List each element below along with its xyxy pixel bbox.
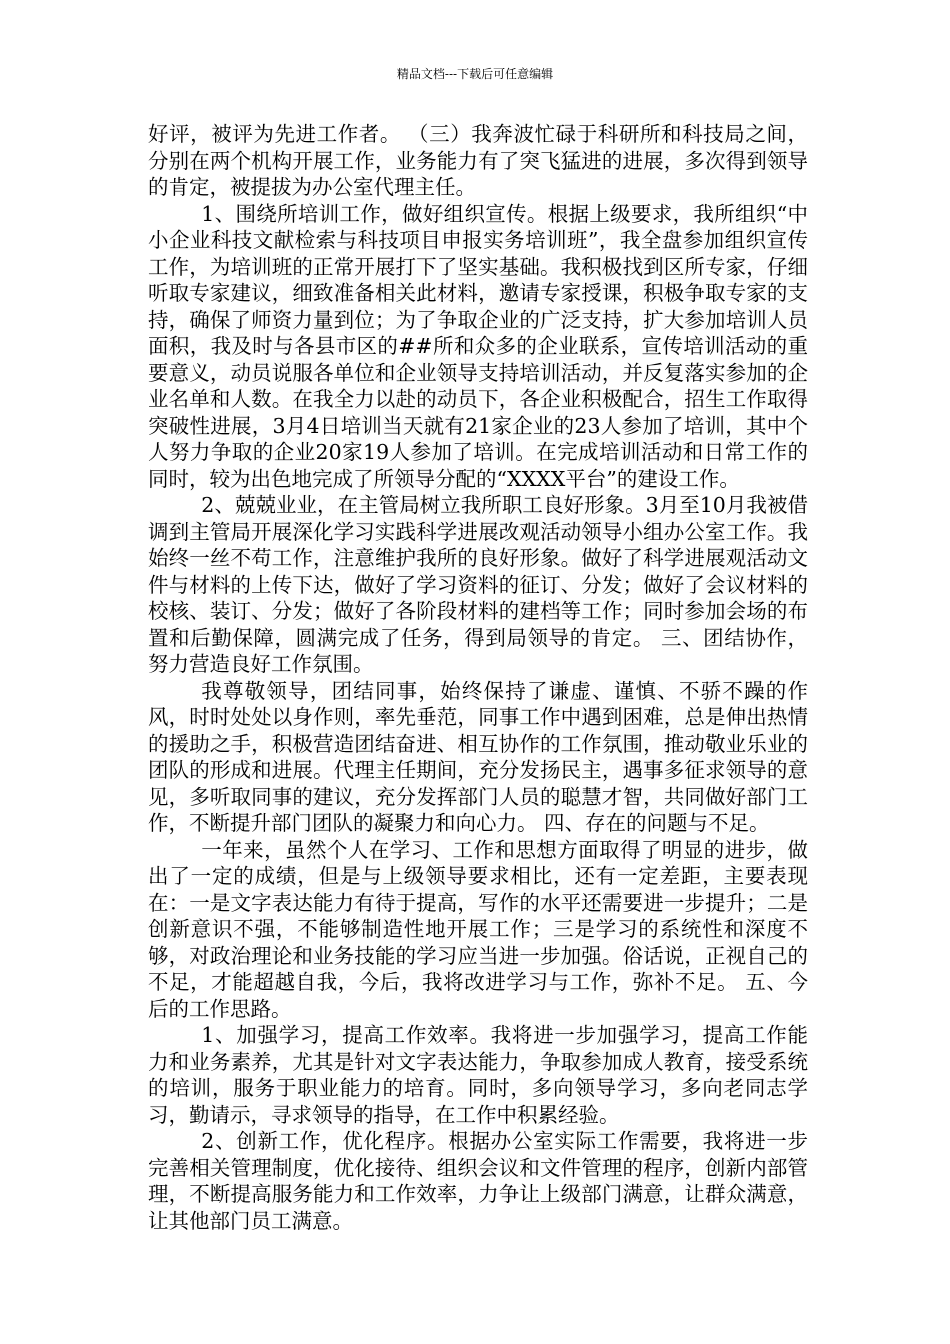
document-body — [148, 121, 808, 1234]
page-header: 精品文档---下载后可任意编辑 — [396, 67, 554, 81]
paragraph-6: 1、加强学习，提高工作效率。我将进一步加强学习，提高工作能力和业务素养，尤其是针对文字表达能力，争取参加成人教育，接受系统的培训，服务于职业能力的培育。同时，多向领导学习，多向老同志学习，勤请示，寻求领导的指导，在工作中积累经验。 — [148, 1023, 808, 1127]
paragraph-5: 一年来，虽然个人在学习、工作和思想方面取得了明显的进步，做出了一定的成绩，但是与上级领导要求相比，还有一定差距，主要表现在：一是文字表达能力有待于提高，写作的水平还需要进一步提升；二是创新意识不强，不能够制造性地开展工作；三是学习的系统性和深度不够，对政治理论和业务技能的学习应当进一步加强。俗话说，正视自己的不足，才能超越自我，今后，我将改进学习与工作，弥补不足。 五、今后的工作思路。 — [148, 837, 808, 1021]
paragraph-2: 1、围绕所培训工作，做好组织宣传。根据上级要求，我所组织“中小企业科技文献检索与科技项目申报实务培训班”，我全盘参加组织宣传工作，为培训班的正常开展打下了坚实基础。我积极找到区所专家，仔细听取专家建议，细致准备相关此材料，邀请专家授课，积极争取专家的支持，确保了师资力量到位；为了争取企业的广泛支持，扩大参加培训人员面积，我及时与各县市区的##所和众多的企业联系，宣传培训活动的重要意义，动员说服各单位和企业领导支持培训活动，并反复落实参加的企业名单和人数。在我全力以赴的动员下，各企业积极配合，招生工作取得突破性进展，3月4日培训当天就有21家企业的23人参加了培训，其中个人努力争取的企业20家19人参加了培训。在完成培训活动和日常工作的同时，较为出色地完成了所领导分配的“XXXX平台”的建设工作。 — [148, 201, 808, 491]
paragraph-4: 我尊敬领导，团结同事，始终保持了谦虚、谨慎、不骄不躁的作风，时时处处以身作则，率先垂范，同事工作中遇到困难，总是伸出热情的援助之手，积极营造团结奋进、相互协作的工作氛围，推动敬业乐业的团队的形成和进展。代理主任期间，充分发扬民主，遇事多征求领导的意见，多听取同事的建议，充分发挥部门人员的聪慧才智，共同做好部门工作，不断提升部门团队的凝聚力和向心力。 四、存在的问题与不足。 — [148, 678, 808, 835]
paragraph-7: 2、创新工作，优化程序。根据办公室实际工作需要，我将进一步完善相关管理制度，优化接待、组织会议和文件管理的程序，创新内部管理，不断提高服务能力和工作效率，力争让上级部门满意，让群众满意，让其他部门员工满意。 — [148, 1129, 808, 1233]
paragraph-1: 好评，被评为先进工作者。 （三）我奔波忙碌于科研所和科技局之间，分别在两个机构开展工作，业务能力有了突飞猛进的进展，多次得到领导的肯定，被提拔为办公室代理主任。 — [148, 122, 808, 199]
paragraph-3: 2、兢兢业业，在主管局树立我所职工良好形象。3月至10月我被借调到主管局开展深化学习实践科学进展改观活动领导小组办公室工作。我始终一丝不苟工作，注意维护我所的良好形象。做好了科学进展观活动文件与材料的上传下达，做好了学习资料的征订、分发；做好了会议材料的校核、装订、分发；做好了各阶段材料的建档等工作；同时参加会场的布置和后勤保障，圆满完成了任务，得到局领导的肯定。 三、团结协作，努力营造良好工作氛围。 — [148, 493, 808, 676]
